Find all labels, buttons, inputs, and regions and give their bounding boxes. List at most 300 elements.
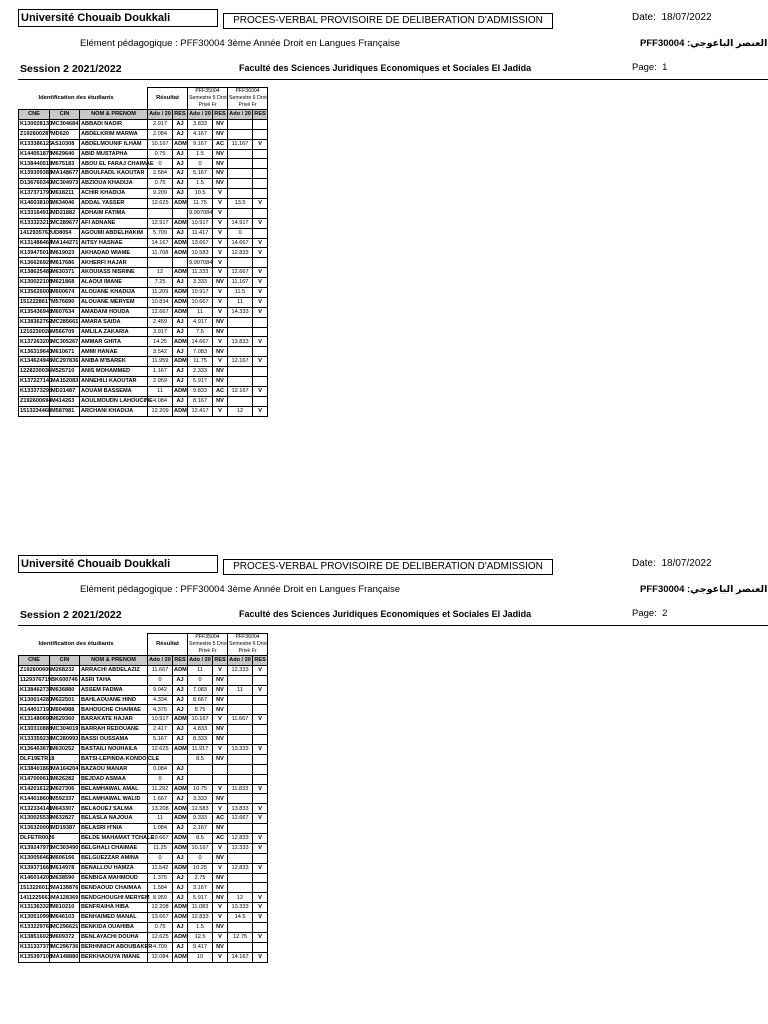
sem6-status-cell bbox=[253, 347, 268, 357]
result-status-cell bbox=[173, 754, 188, 764]
cin-cell: M576690 bbox=[50, 297, 80, 307]
result-grade-cell: 2.459 bbox=[148, 317, 173, 327]
result-grade-cell: 0.75 bbox=[148, 923, 173, 933]
sem6-grade-cell: 13.5 bbox=[228, 199, 253, 209]
table-row bbox=[19, 774, 268, 784]
sem6-grade-cell: 13.833 bbox=[228, 804, 253, 814]
sem6-status-cell bbox=[253, 735, 268, 745]
result-grade-cell: 13.667 bbox=[148, 913, 173, 923]
cin-cell: M610210 bbox=[50, 903, 80, 913]
sem6-grade-cell bbox=[228, 327, 253, 337]
column-header: RES bbox=[213, 110, 228, 120]
sem6-status-cell bbox=[253, 208, 268, 218]
cin-cell: M621868 bbox=[50, 278, 80, 288]
cne-cell: K144017190 bbox=[19, 705, 50, 715]
cin-cell: MD19387 bbox=[50, 824, 80, 834]
faculty-name: Faculté des Sciences Juridiques Economiques et Sociales El Jadida bbox=[239, 609, 532, 619]
cne-cell: 1228230036 bbox=[19, 367, 50, 377]
sem5-status-cell: V bbox=[213, 248, 228, 258]
sem6-grade-cell bbox=[228, 695, 253, 705]
sem6-grade-cell bbox=[228, 923, 253, 933]
sem5-status-cell: NV bbox=[213, 794, 228, 804]
result-grade-cell: 12.917 bbox=[148, 218, 173, 228]
table-row bbox=[19, 665, 268, 675]
sem5-grade-cell: 11.75 bbox=[188, 199, 213, 209]
cin-cell: M414263 bbox=[50, 396, 80, 406]
name-cell: BAHOUCHE CHAIMAE bbox=[80, 705, 148, 715]
semester-5-header-line: Privé Fr bbox=[198, 102, 217, 108]
result-grade-cell: 2.917 bbox=[148, 119, 173, 129]
sem5-status-cell: NV bbox=[213, 754, 228, 764]
cne-cell: K132334141 bbox=[19, 804, 50, 814]
result-status-cell: ADM bbox=[173, 199, 188, 209]
name-cell: ARRACHI ABDELAZIZ bbox=[80, 665, 148, 675]
cin-cell: M607634 bbox=[50, 307, 80, 317]
result-grade-cell: 12.625 bbox=[148, 932, 173, 942]
column-header: CNE bbox=[19, 110, 50, 120]
result-grade-cell: 12.625 bbox=[148, 199, 173, 209]
cne-cell: K136320006 bbox=[19, 824, 50, 834]
name-cell: AMLILA ZAKARIA bbox=[80, 327, 148, 337]
sem5-status-cell: NV bbox=[213, 149, 228, 159]
group-header-row bbox=[19, 88, 268, 110]
column-header: CNE bbox=[19, 656, 50, 666]
result-status-cell: AJ bbox=[173, 228, 188, 238]
sem6-status-cell: V bbox=[253, 804, 268, 814]
sem5-grade-cell: 3.333 bbox=[188, 794, 213, 804]
sem6-grade-cell bbox=[228, 942, 253, 952]
sem5-status-cell: V bbox=[213, 288, 228, 298]
result-status-cell: ADM bbox=[173, 913, 188, 923]
cin-cell: M646103 bbox=[50, 913, 80, 923]
sem5-status-cell: V bbox=[213, 337, 228, 347]
name-cell: BERKHAOUYA IMANE bbox=[80, 952, 148, 962]
result-status-cell: ADM bbox=[173, 386, 188, 396]
sem6-status-cell: V bbox=[253, 288, 268, 298]
sem5-grade-cell: 9.417 bbox=[188, 942, 213, 952]
sem5-grade-cell: 9.997084 bbox=[188, 258, 213, 268]
name-cell: ACHIR KHADIJA bbox=[80, 189, 148, 199]
table-row bbox=[19, 883, 268, 893]
sem5-grade-cell: 11 bbox=[188, 665, 213, 675]
name-cell: BELASLA NAJOUA bbox=[80, 814, 148, 824]
name-cell: BENLAYACHI DOUHA bbox=[80, 932, 148, 942]
sem6-status-cell bbox=[253, 258, 268, 268]
table-row bbox=[19, 396, 268, 406]
sem6-status-cell bbox=[253, 764, 268, 774]
sem6-grade-cell bbox=[228, 377, 253, 387]
result-status-cell: ADM bbox=[173, 307, 188, 317]
cin-cell: AS10308 bbox=[50, 139, 80, 149]
result-status-cell: ADM bbox=[173, 745, 188, 755]
cin-cell: M629360 bbox=[50, 715, 80, 725]
name-cell: ABOU EL FARAJ CHAIMAE bbox=[80, 159, 148, 169]
cin-cell: M606166 bbox=[50, 853, 80, 863]
result-grade-cell: 11.542 bbox=[148, 863, 173, 873]
column-header: Ado / 20 bbox=[148, 656, 173, 666]
sem6-status-cell: V bbox=[253, 784, 268, 794]
sem5-grade-cell: 1.5 bbox=[188, 179, 213, 189]
name-cell: BELAMHAWAL WALID bbox=[80, 794, 148, 804]
sem6-grade-cell bbox=[228, 169, 253, 179]
table-row bbox=[19, 814, 268, 824]
result-grade-cell: 8.959 bbox=[148, 893, 173, 903]
cne-cell: K136319640 bbox=[19, 347, 50, 357]
column-header: Ado / 20 bbox=[148, 110, 173, 120]
cne-cell: K131488464 bbox=[19, 238, 50, 248]
cne-cell: 1513226012 bbox=[19, 883, 50, 893]
table-row bbox=[19, 199, 268, 209]
result-status-cell: AJ bbox=[173, 764, 188, 774]
result-grade-cell: 0.75 bbox=[148, 149, 173, 159]
sem5-grade-cell: 13.667 bbox=[188, 238, 213, 248]
column-header: CIN bbox=[50, 110, 80, 120]
sem5-status-cell: NV bbox=[213, 873, 228, 883]
sem6-grade-cell bbox=[228, 159, 253, 169]
table-row bbox=[19, 139, 268, 149]
sem5-status-cell: NV bbox=[213, 923, 228, 933]
cne-cell: K130056469 bbox=[19, 853, 50, 863]
session: Session 2 2021/2022 bbox=[20, 63, 122, 75]
cin-cell: M638590 bbox=[50, 873, 80, 883]
cne-cell: K135397108 bbox=[19, 952, 50, 962]
sem6-status-cell: V bbox=[253, 248, 268, 258]
table-row bbox=[19, 218, 268, 228]
name-cell: ABDELKRIM MARWA bbox=[80, 129, 148, 139]
name-cell: BASSI OUSSAMA bbox=[80, 735, 148, 745]
sem6-status-cell: V bbox=[253, 406, 268, 416]
sem6-grade-cell: 14.333 bbox=[228, 307, 253, 317]
element-code bbox=[640, 584, 767, 595]
result-grade-cell: 0.75 bbox=[148, 179, 173, 189]
result-grade-cell: 5.167 bbox=[148, 735, 173, 745]
result-grade-cell: 2.417 bbox=[148, 725, 173, 735]
cne-cell: 1411225663 bbox=[19, 893, 50, 903]
cne-cell: K133359238 bbox=[19, 735, 50, 745]
cin-cell: MA164204 bbox=[50, 764, 80, 774]
sem6-grade-cell: 12.667 bbox=[228, 268, 253, 278]
page-value: 2 bbox=[662, 608, 668, 619]
sem6-grade-cell: 14.917 bbox=[228, 218, 253, 228]
sem6-grade-cell bbox=[228, 208, 253, 218]
sem6-status-cell bbox=[253, 317, 268, 327]
cin-cell: BK600746 bbox=[50, 675, 80, 685]
result-grade-cell: 1.584 bbox=[148, 883, 173, 893]
semester-6-header-line: Semestre 6 Droit bbox=[229, 95, 268, 101]
sem6-grade-cell bbox=[228, 347, 253, 357]
sem6-grade-cell: 12.833 bbox=[228, 834, 253, 844]
sem5-grade-cell: 2.75 bbox=[188, 873, 213, 883]
cin-cell: M604988 bbox=[50, 705, 80, 715]
table-row bbox=[19, 317, 268, 327]
cne-cell: K137227140 bbox=[19, 377, 50, 387]
sem5-grade-cell: 14.667 bbox=[188, 337, 213, 347]
result-grade-cell: 14.167 bbox=[148, 238, 173, 248]
column-header-row bbox=[19, 656, 268, 666]
cne-cell: K138362762 bbox=[19, 317, 50, 327]
table-row bbox=[19, 745, 268, 755]
column-header: RES bbox=[213, 656, 228, 666]
cne-cell: K138625489 bbox=[19, 268, 50, 278]
group-header-row bbox=[19, 634, 268, 656]
sem5-grade-cell: 10.75 bbox=[188, 784, 213, 794]
sem5-status-cell: V bbox=[213, 218, 228, 228]
name-cell: BELDE MAHAMAT TCHALE bbox=[80, 834, 148, 844]
semester-6-header-line: PFF36004 bbox=[235, 88, 260, 94]
sem5-grade-cell: 11 bbox=[188, 307, 213, 317]
sem6-grade-cell: 12.833 bbox=[228, 248, 253, 258]
sem5-status-cell: V bbox=[213, 189, 228, 199]
cin-cell: M566709 bbox=[50, 327, 80, 337]
name-cell: ABID MUSTAPHA bbox=[80, 149, 148, 159]
sem6-status-cell bbox=[253, 873, 268, 883]
name-cell: AITSY HASNAE bbox=[80, 238, 148, 248]
element-pedagogique: Elément pédagogique : PFF30004 3ème Année Droit en Langues Française bbox=[80, 584, 401, 595]
result-status-cell: AJ bbox=[173, 189, 188, 199]
cin-cell: M614978 bbox=[50, 863, 80, 873]
sem5-status-cell: V bbox=[213, 258, 228, 268]
cne-cell: K130310888 bbox=[19, 725, 50, 735]
sem5-status-cell: NV bbox=[213, 347, 228, 357]
sem6-grade-cell: 12 bbox=[228, 406, 253, 416]
sem5-grade-cell: 11.917 bbox=[188, 745, 213, 755]
sem6-status-cell bbox=[253, 129, 268, 139]
element-code-value: PFF30004 bbox=[640, 584, 685, 595]
sem6-grade-cell bbox=[228, 853, 253, 863]
name-cell: ABBADI NADIR bbox=[80, 119, 148, 129]
name-cell: ANNEHILI KAOUTAR bbox=[80, 377, 148, 387]
cin-cell: M643307 bbox=[50, 804, 80, 814]
cne-cell: DLFETR0026 bbox=[19, 834, 50, 844]
table-row bbox=[19, 208, 268, 218]
table-row bbox=[19, 853, 268, 863]
sem6-status-cell bbox=[253, 883, 268, 893]
name-cell: BENKIDA OUAHIBA bbox=[80, 923, 148, 933]
sem6-grade-cell: 11.667 bbox=[228, 715, 253, 725]
sem5-status-cell: NV bbox=[213, 705, 228, 715]
sem5-grade-cell: 10.167 bbox=[188, 715, 213, 725]
result-grade-cell: 12.208 bbox=[148, 903, 173, 913]
result-grade-cell: 4.375 bbox=[148, 705, 173, 715]
result-status-cell: AJ bbox=[173, 129, 188, 139]
result-status-cell: AJ bbox=[173, 923, 188, 933]
column-header-row bbox=[19, 110, 268, 120]
table-row bbox=[19, 337, 268, 347]
sem6-grade-cell bbox=[228, 754, 253, 764]
result-grade-cell: 9.209 bbox=[148, 189, 173, 199]
sem6-grade-cell bbox=[228, 764, 253, 774]
cne-cell: K138401863 bbox=[19, 764, 50, 774]
sem6-grade-cell bbox=[228, 794, 253, 804]
name-cell: ADHAIM FATIMA bbox=[80, 208, 148, 218]
cin-cell: MA152083 bbox=[50, 377, 80, 387]
result-grade-cell: 11.667 bbox=[148, 665, 173, 675]
table-row bbox=[19, 258, 268, 268]
name-cell: BELGHALI CHAIMAE bbox=[80, 843, 148, 853]
name-cell: BERHNNICH ABOUBAKER bbox=[80, 942, 148, 952]
sem5-grade-cell: 8.5 bbox=[188, 834, 213, 844]
report-title: PROCES-VERBAL PROVISOIRE DE DELIBERATION D'ADMISSION bbox=[223, 559, 553, 575]
cne-cell: K130025532 bbox=[19, 814, 50, 824]
cne-cell: K138462737 bbox=[19, 685, 50, 695]
sem5-grade-cell: 10.583 bbox=[188, 248, 213, 258]
result-status-cell: AJ bbox=[173, 278, 188, 288]
sem5-grade-cell: 0 bbox=[188, 159, 213, 169]
result-status-cell: ADM bbox=[173, 665, 188, 675]
name-cell: AKHERFI HAJAR bbox=[80, 258, 148, 268]
cin-cell: M630371 bbox=[50, 268, 80, 278]
sem5-status-cell bbox=[213, 764, 228, 774]
table-row bbox=[19, 754, 268, 764]
sem5-status-cell: NV bbox=[213, 159, 228, 169]
date-label: Date: bbox=[632, 558, 656, 569]
result-grade-cell: 11.708 bbox=[148, 248, 173, 258]
sem5-status-cell: NV bbox=[213, 317, 228, 327]
sem5-status-cell: NV bbox=[213, 367, 228, 377]
name-cell: BASTAILI NOUHAILA bbox=[80, 745, 148, 755]
sem6-status-cell bbox=[253, 228, 268, 238]
sem5-status-cell: NV bbox=[213, 377, 228, 387]
semester-5-header-line: Semestre 5 Droit bbox=[189, 641, 228, 647]
result-status-cell: ADM bbox=[173, 814, 188, 824]
cin-cell: MC304019 bbox=[50, 725, 80, 735]
sem6-status-cell: V bbox=[253, 745, 268, 755]
table-row bbox=[19, 238, 268, 248]
table-row bbox=[19, 735, 268, 745]
cne-cell: K147000616 bbox=[19, 774, 50, 784]
cin-cell: MC285661 bbox=[50, 317, 80, 327]
result-status-cell: ADM bbox=[173, 268, 188, 278]
sem6-status-cell bbox=[253, 754, 268, 764]
name-cell: BENDGHOUGHI MERYEM bbox=[80, 893, 148, 903]
sem6-status-cell: V bbox=[253, 715, 268, 725]
sem5-status-cell: NV bbox=[213, 119, 228, 129]
sem5-status-cell: NV bbox=[213, 675, 228, 685]
table-row bbox=[19, 169, 268, 179]
result-status-cell: ADM bbox=[173, 843, 188, 853]
table-row bbox=[19, 913, 268, 923]
date-value: 18/07/2022 bbox=[661, 12, 712, 23]
table-row bbox=[19, 357, 268, 367]
sem5-grade-cell: 4.917 bbox=[188, 317, 213, 327]
sem6-status-cell: V bbox=[253, 834, 268, 844]
sem5-status-cell: NV bbox=[213, 893, 228, 903]
sem6-grade-cell bbox=[228, 258, 253, 268]
result-grade-cell: 2.959 bbox=[148, 377, 173, 387]
cin-cell: MA148677 bbox=[50, 169, 80, 179]
page-value: 1 bbox=[662, 62, 668, 73]
name-cell: ALOUANE KHADIJA bbox=[80, 288, 148, 298]
semester-5-header-line: Semestre 5 Droit bbox=[189, 95, 228, 101]
sem5-grade-cell: 9.167 bbox=[188, 139, 213, 149]
sem5-status-cell bbox=[213, 774, 228, 784]
sem6-status-cell bbox=[253, 377, 268, 387]
result-status-cell: AJ bbox=[173, 367, 188, 377]
name-cell: AKHADAD WIAME bbox=[80, 248, 148, 258]
table-row bbox=[19, 843, 268, 853]
table-row bbox=[19, 715, 268, 725]
sem6-grade-cell: 11.167 bbox=[228, 278, 253, 288]
result-status-cell: ADM bbox=[173, 903, 188, 913]
cin-cell: M610671 bbox=[50, 347, 80, 357]
name-cell: BENALLOU HAMZA bbox=[80, 863, 148, 873]
result-status-cell: ADM bbox=[173, 804, 188, 814]
sem6-status-cell bbox=[253, 853, 268, 863]
name-cell: BEJDAD ASMAA bbox=[80, 774, 148, 784]
result-grade-cell: 1.167 bbox=[148, 367, 173, 377]
table-row bbox=[19, 952, 268, 962]
result-grade-cell: 3.542 bbox=[148, 347, 173, 357]
element-code bbox=[640, 38, 767, 49]
table-row bbox=[19, 149, 268, 159]
sem6-status-cell: V bbox=[253, 337, 268, 347]
table-row bbox=[19, 764, 268, 774]
sem5-status-cell: V bbox=[213, 913, 228, 923]
sem5-status-cell: NV bbox=[213, 824, 228, 834]
sem5-grade-cell: 11.083 bbox=[188, 903, 213, 913]
sem5-grade-cell: 3.333 bbox=[188, 278, 213, 288]
cne-cell: Z192600694 bbox=[19, 396, 50, 406]
table-row bbox=[19, 675, 268, 685]
column-header: RES bbox=[173, 110, 188, 120]
result-grade-cell: 1.375 bbox=[148, 873, 173, 883]
sem6-grade-cell bbox=[228, 705, 253, 715]
result-grade-cell: 4.084 bbox=[148, 396, 173, 406]
result-grade-cell: 11 bbox=[148, 386, 173, 396]
sem6-status-cell bbox=[253, 119, 268, 129]
cne-cell: K139247976 bbox=[19, 843, 50, 853]
cin-cell: MC297836 bbox=[50, 357, 80, 367]
date-field bbox=[632, 12, 712, 23]
cne-cell: K137371790 bbox=[19, 189, 50, 199]
session: Session 2 2021/2022 bbox=[20, 609, 122, 621]
sem5-grade-cell: 10.25 bbox=[188, 863, 213, 873]
sem5-status-cell: V bbox=[213, 357, 228, 367]
sem5-grade-cell: 1.5 bbox=[188, 149, 213, 159]
cin-cell: M632827 bbox=[50, 814, 80, 824]
cin-cell: M630252 bbox=[50, 745, 80, 755]
table-row bbox=[19, 942, 268, 952]
sem6-grade-cell: 14.5 bbox=[228, 913, 253, 923]
name-cell: AFI ADNANE bbox=[80, 218, 148, 228]
name-cell: ASSEM FADWA bbox=[80, 685, 148, 695]
sem5-grade-cell: 9.833 bbox=[188, 386, 213, 396]
element-code-value: PFF30004 bbox=[640, 38, 685, 49]
sem5-grade-cell: 4.167 bbox=[188, 129, 213, 139]
sem6-grade-cell bbox=[228, 725, 253, 735]
sem5-grade-cell: 8.167 bbox=[188, 396, 213, 406]
result-status-cell: AJ bbox=[173, 873, 188, 883]
sem5-grade-cell: 5.917 bbox=[188, 377, 213, 387]
cin-cell: M600674 bbox=[50, 288, 80, 298]
column-header: RES bbox=[253, 656, 268, 666]
cin-cell: M618211 bbox=[50, 189, 80, 199]
result-grade-cell: 12.667 bbox=[148, 307, 173, 317]
cne-cell: K144018604 bbox=[19, 794, 50, 804]
table-row bbox=[19, 278, 268, 288]
page-label: Page: bbox=[632, 62, 657, 73]
name-cell: ASRI TAHA bbox=[80, 675, 148, 685]
name-cell: ANIS MOHAMMED bbox=[80, 367, 148, 377]
sem5-status-cell: V bbox=[213, 843, 228, 853]
cin-cell: MD21487 bbox=[50, 386, 80, 396]
semester-5-header bbox=[188, 88, 228, 110]
cne-cell: Z192600606 bbox=[19, 665, 50, 675]
table-row bbox=[19, 327, 268, 337]
sem6-status-cell: V bbox=[253, 665, 268, 675]
sem6-grade-cell bbox=[228, 675, 253, 685]
sem5-grade-cell: 3.167 bbox=[188, 883, 213, 893]
